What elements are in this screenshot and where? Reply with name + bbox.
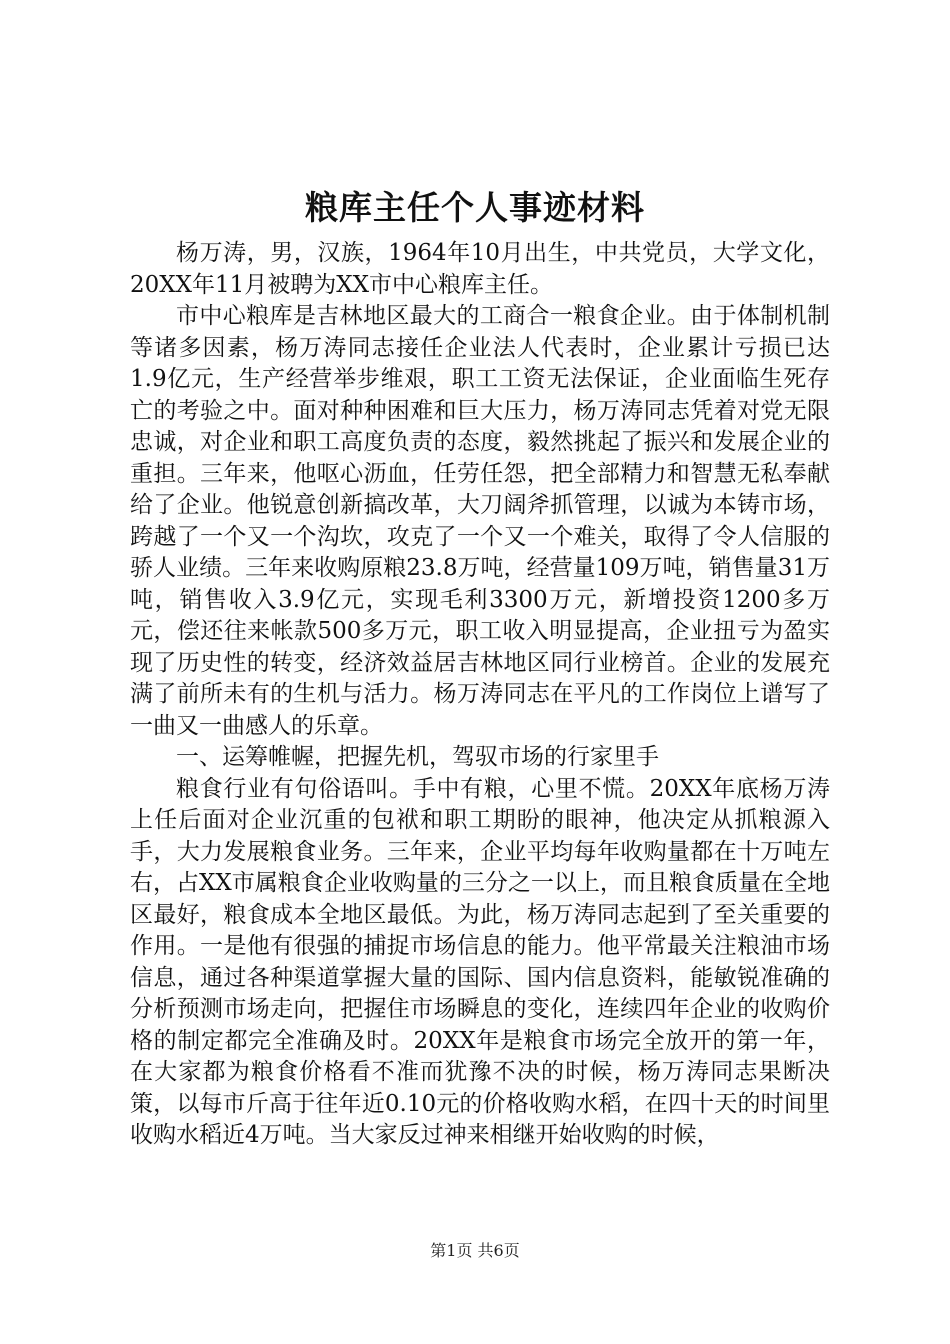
paragraph-intro: 杨万涛，男，汉族，1964年10月出生，中共党员，大学文化，20XX年11月被聘为XX市中心粮库主任。 bbox=[130, 240, 830, 298]
paragraph-section-1: 粮食行业有句俗语叫。手中有粮，心里不慌。20XX年底杨万涛上任后面对企业沉重的包袱和职工期盼的眼神，他决定从抓粮源入手，大力发展粮食业务。三年来，企业平均每年收购量都在十万吨左右，占XX市属粮食企业收购量的三分之一以上，而且粮食质量在全地区最好，粮食成本全地区最低。为此，杨万涛同志起到了至关重要的作用。一是他有很强的捕捉市场信息的能力。他平常最关注粮油市场信息，通过各种渠道掌握大量的国际、国内信息资料，能敏锐准确的分析预测市场走向，把握住市场瞬息的变化，连续四年企业的收购价格的制定都完全准确及时。20XX年是粮食市场完全放开的第一年，在大家都为粮食价格看不准而犹豫不决的时候，杨万涛同志果断决策，以每市斤高于往年近0.10元的价格收购水稻，在四十天的时间里收购水稻近4万吨。当大家反过神来相继开始收购的时候， bbox=[130, 775, 830, 1148]
page-footer: 第1页 共6页 bbox=[430, 1241, 520, 1260]
document-body bbox=[130, 238, 830, 1152]
paragraph-background: 市中心粮库是吉林地区最大的工商合一粮食企业。由于体制机制等诸多因素，杨万涛同志接任企业法人代表时，企业累计亏损已达1.9亿元，生产经营举步维艰，职工工资无法保证，企业面临生死存亡的考验之中。面对种种困难和巨大压力，杨万涛同志凭着对党无限忠诚，对企业和职工高度负责的态度，毅然挑起了振兴和发展企业的重担。三年来，他呕心沥血，任劳任怨，把全部精力和智慧无私奉献给了企业。他锐意创新搞改革，大刀阔斧抓管理，以诚为本铸市场，跨越了一个又一个沟坎，攻克了一个又一个难关，取得了令人信服的骄人业绩。三年来收购原粮23.8万吨，经营量109万吨，销售量31万吨，销售收入3.9亿元，实现毛利3300万元，新增投资1200多万元，偿还往来帐款500多万元，职工收入明显提高，企业扭亏为盈实现了历史性的转变，经济效益居吉林地区同行业榜首。企业的发展充满了前所未有的生机与活力。杨万涛同志在平凡的工作岗位上谱写了一曲又一曲感人的乐章。 bbox=[130, 303, 830, 739]
section-heading-1: 一、运筹帷幄，把握先机，驾驭市场的行家里手 bbox=[176, 744, 659, 770]
document-title: 粮库主任个人事迹材料 bbox=[305, 188, 645, 227]
